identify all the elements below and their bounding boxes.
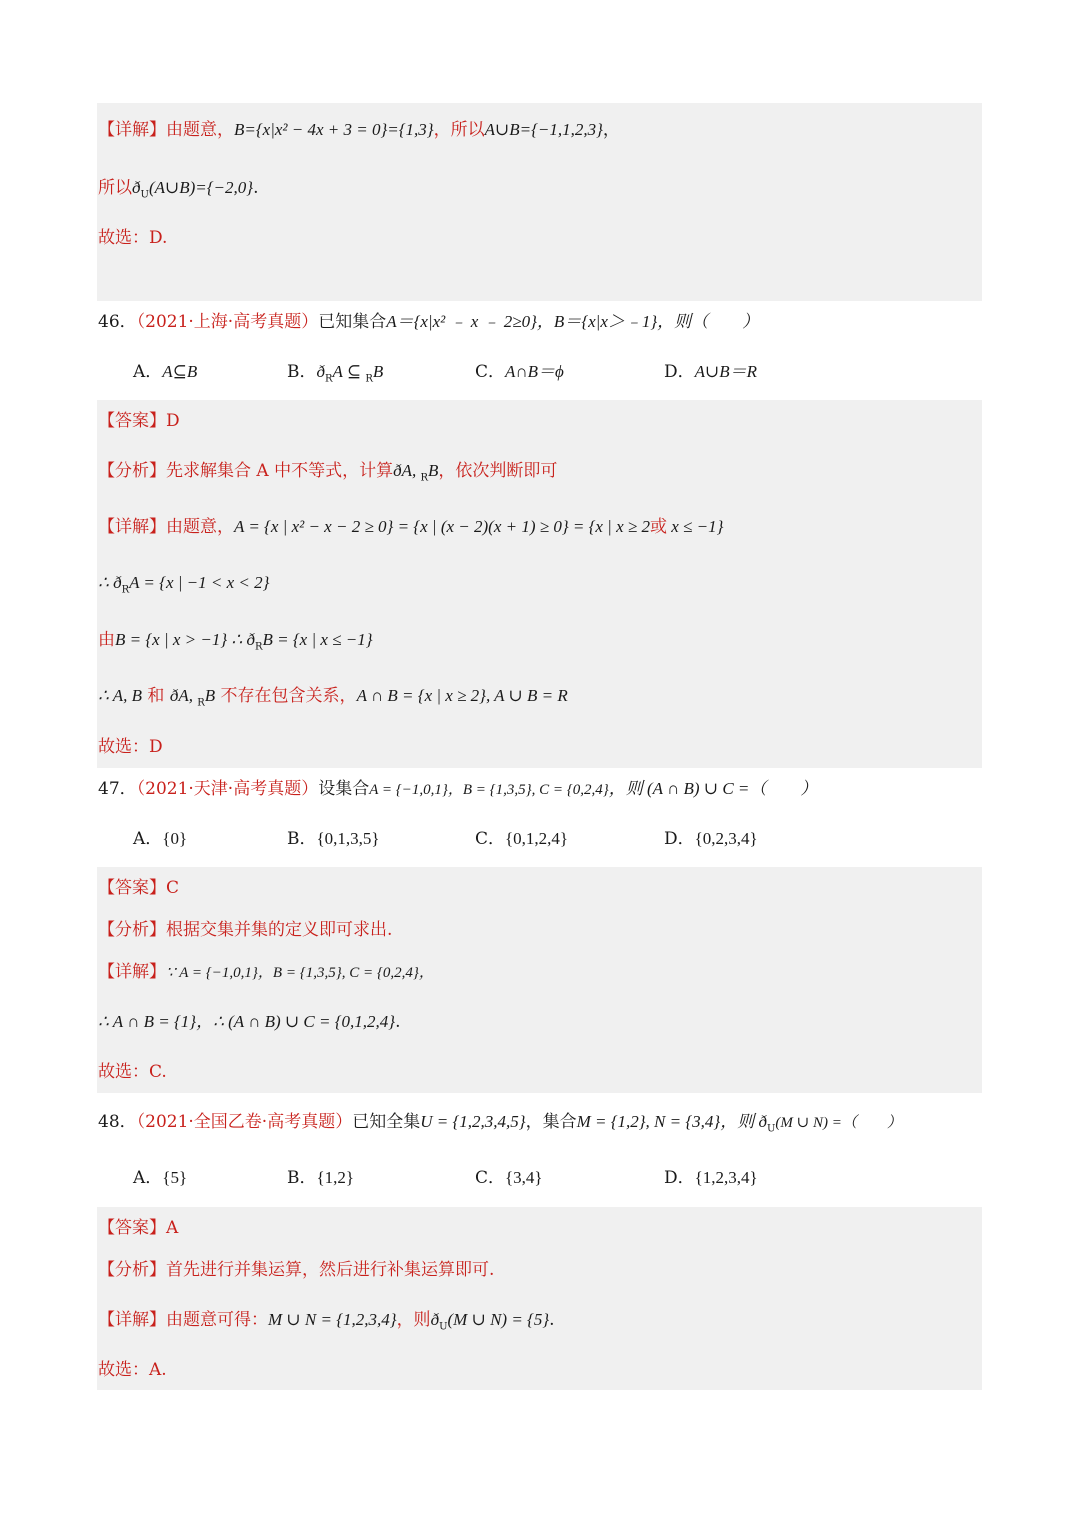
q48-detail: 【详解】由题意可得：M ∪ N = {1,2,3,4}，则$ð_U(M$ ∪ N) = {5}. bbox=[98, 1310, 555, 1333]
q47-option-c: C．{0,1,2,4} bbox=[475, 829, 569, 849]
q47-option-a: A．{0} bbox=[133, 829, 188, 849]
q47-option-b: B．{0,1,3,5} bbox=[287, 829, 380, 849]
q46-choose: 故选：D bbox=[98, 737, 163, 757]
q45-detail-line2: 所以$ð_U(A\cup B)=\{-2,0\}$. bbox=[98, 178, 259, 201]
q48-option-b: B．{1,2} bbox=[287, 1168, 355, 1188]
q48-analysis: 【分析】首先进行并集运算，然后进行补集运算即可. bbox=[98, 1260, 495, 1280]
q48-stem: 48．（2021·全国乙卷·高考真题）已知全集U = {1,2,3,4,5}，集合M = {1,2}, N = {3,4}，则 $ð_U(M$ ∪ N) =（ ） bbox=[98, 1112, 902, 1135]
q47-answer: 【答案】C bbox=[98, 878, 180, 898]
q47-detail: 【详解】∵ A = {−1,0,1}，B = {1,3,5}, C = {0,2,4}， bbox=[98, 962, 434, 982]
q47-analysis: 【分析】根据交集并集的定义即可求出. bbox=[98, 920, 393, 940]
q46-detail-line3: 由B = {x | x > −1} ∴ $ð_RB = \{x$ | x ≤ −1} bbox=[98, 630, 373, 653]
q47-option-d: D．{0,2,3,4} bbox=[664, 829, 758, 849]
q45-detail: 【详解】由题意，B={x|x² − 4x + 3 = 0}={1,3}，所以A∪B={−1,1,2,3}， bbox=[98, 120, 620, 140]
q47-stem: 47．（2021·天津·高考真题）设集合A = {−1,0,1}，B = {1,3,5}, C = {0,2,4}，则 (A ∩ B) ∪ C =（ ） bbox=[98, 779, 818, 799]
q48-choose: 故选：A. bbox=[98, 1360, 167, 1380]
q45-choose: 故选：D. bbox=[98, 228, 168, 248]
q46-option-d: D．A∪B＝R bbox=[664, 362, 758, 382]
q46-answer: 【答案】D bbox=[98, 411, 180, 431]
q48-answer: 【答案】A bbox=[98, 1218, 179, 1238]
q48-option-c: C．{3,4} bbox=[475, 1168, 543, 1188]
q46-option-b: B．$ð_RA$ ⊆ $_R$B bbox=[287, 362, 384, 385]
q46-stem: 46．（2021·上海·高考真题）已知集合A＝{x|x² ﹣ x ﹣ 2≥0}，B＝{x|x＞﹣1}，则（ ） bbox=[98, 312, 760, 332]
q47-detail-line2: ∴ A ∩ B = {1}，∴ (A ∩ B) ∪ C = {0,1,2,4}. bbox=[98, 1012, 401, 1032]
q46-detail: 【详解】由题意，A = {x | x² − x − 2 ≥ 0} = {x | (x − 2)(x + 1) ≥ 0} = {x | x ≥ 2或 x ≤ −1} bbox=[98, 517, 724, 537]
q46-option-a: A．A⊆B bbox=[133, 362, 198, 382]
q46-detail-line4: ∴ A, B 和 ðA, $_R$B 不存在包含关系，A ∩ B = {x | x ≥ 2}, A ∪ B = R bbox=[98, 686, 568, 709]
q46-detail-line2: ∴ $ð_RA = \{x$ | −1 < x < 2} bbox=[98, 573, 270, 596]
q47-choose: 故选：C. bbox=[98, 1062, 167, 1082]
q46-option-c: C．A∩B＝ϕ bbox=[475, 362, 564, 382]
q48-option-d: D．{1,2,3,4} bbox=[664, 1168, 758, 1188]
q46-analysis: 【分析】先求解集合 A 中不等式，计算ðA, $_R$B，依次判断即可 bbox=[98, 461, 558, 484]
q48-option-a: A．{5} bbox=[133, 1168, 188, 1188]
